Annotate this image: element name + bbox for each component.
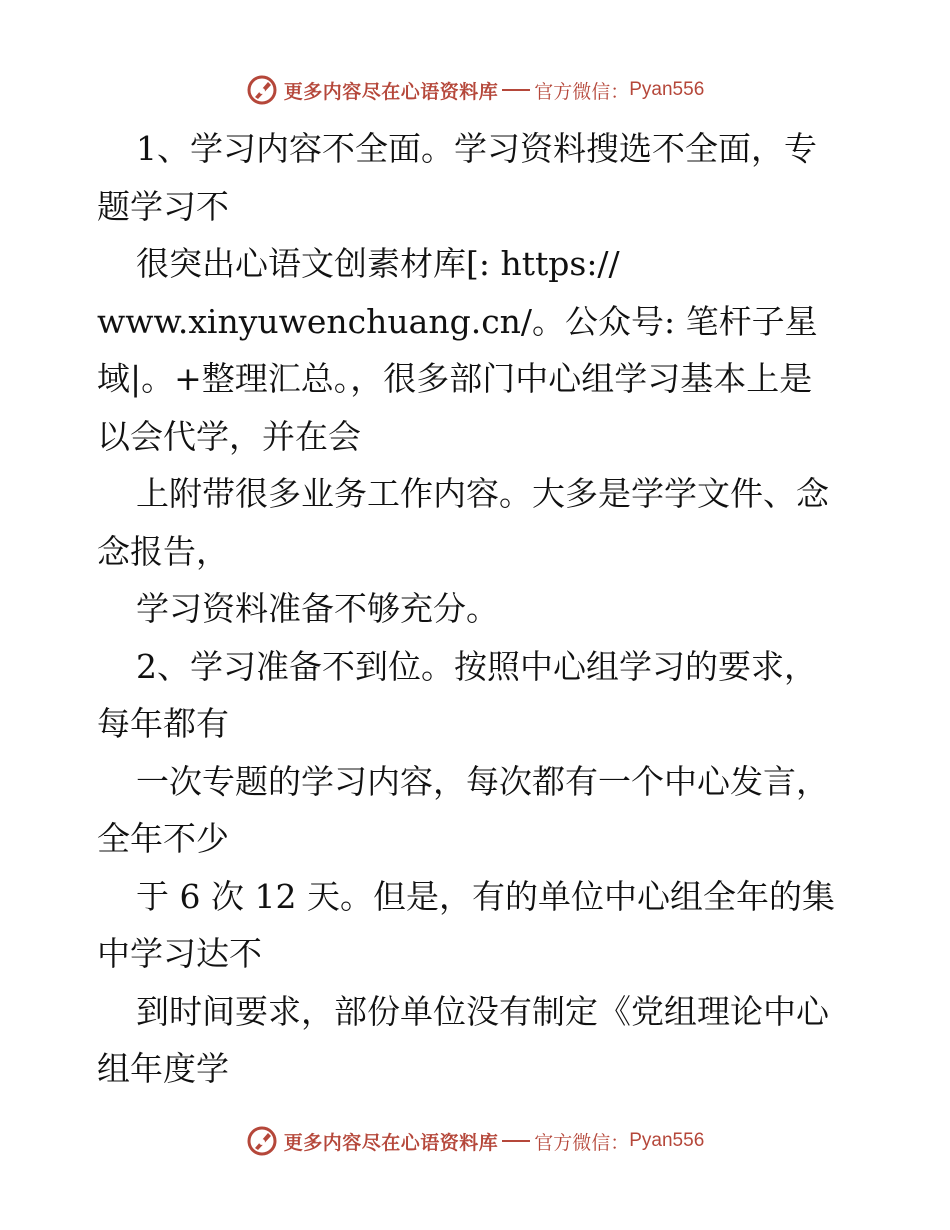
banner-slogan: 更多内容尽在心语资料库 <box>283 1131 499 1154</box>
text-line: 2、学习准备不到位。按照中心组学习的要求， <box>136 646 817 686</box>
text-line: 以会代学，并在会 <box>97 416 361 456</box>
pen-logo-icon <box>246 1125 278 1157</box>
footer-banner <box>0 1121 950 1161</box>
banner-slogan: 更多内容尽在心语资料库 <box>283 80 499 103</box>
header-banner <box>0 70 950 110</box>
text-line: 全年不少 <box>97 819 229 858</box>
text-line: 到时间要求，部份单位没有制定《党组理论中心 <box>136 991 829 1031</box>
banner-wechat-label: 官方微信： <box>534 1131 630 1154</box>
banner-divider <box>502 1140 530 1142</box>
text-line: 学习资料准备不够充分。 <box>136 589 499 628</box>
text-line: 中学习达不 <box>97 934 262 973</box>
text-line: 组年度学 <box>97 1049 229 1088</box>
document-body <box>97 120 867 1098</box>
text-line: 域|。+整理汇总。，很多部门中心组学习基本上是 <box>97 359 813 398</box>
banner-wechat-label: 官方微信： <box>534 80 630 103</box>
text-line: 一次专题的学习内容，每次都有一个中心发言， <box>136 761 829 801</box>
text-line: 每年都有 <box>97 704 229 743</box>
banner-wechat-id: Pyan556 <box>629 1130 705 1151</box>
text-line: www.xinyuwenchuang.cn/。公众号: 笔杆子星 <box>97 301 818 341</box>
text-line: 很突出心语文创素材库[: https:// <box>136 244 620 283</box>
text-line: 于 6 次 12 天。但是，有的单位中心组全年的集 <box>136 876 835 916</box>
pen-logo-icon <box>246 74 278 106</box>
text-line: 念报告， <box>97 531 229 571</box>
text-line: 上附带很多业务工作内容。大多是学学文件、念 <box>136 474 829 513</box>
banner-divider <box>502 89 530 91</box>
text-line: 1、学习内容不全面。学习资料搜选不全面，专 <box>136 129 817 168</box>
text-line: 题学习不 <box>97 186 229 226</box>
banner-wechat-id: Pyan556 <box>629 79 705 100</box>
